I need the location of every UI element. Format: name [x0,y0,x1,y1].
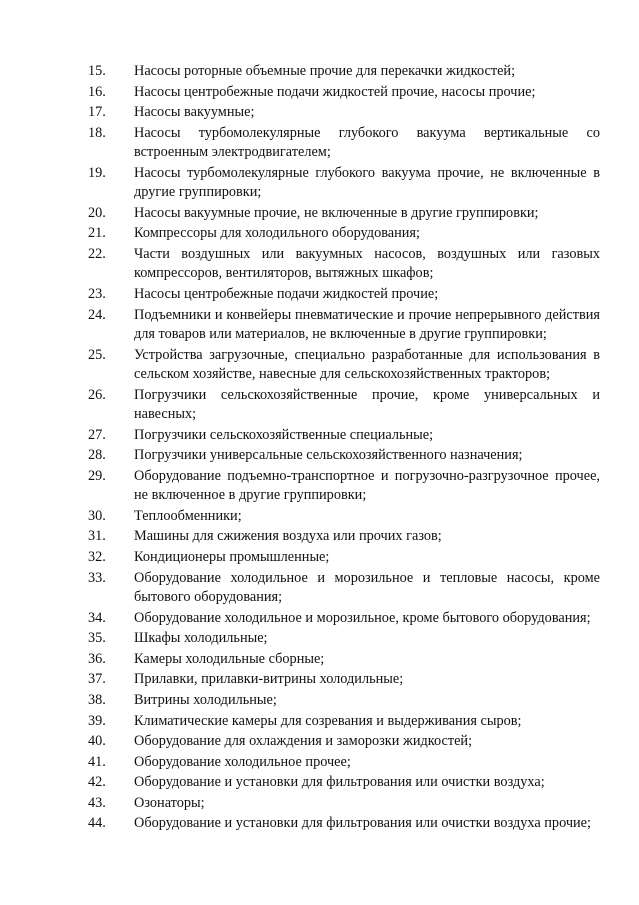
item-number: 19. [88,164,106,181]
item-number: 18. [88,124,106,141]
item-text: Кондиционеры промышленные; [134,548,330,565]
list-item [88,346,600,385]
item-text: Погрузчики сельскохозяйственные специальные; [134,426,434,443]
item-number: 26. [88,386,106,403]
item-number: 39. [88,712,106,729]
item-number: 24. [88,306,106,323]
item-number: 34. [88,609,106,626]
list-item [88,245,600,284]
item-text: Прилавки, прилавки-витрины холодильные; [134,671,404,688]
list-item [88,814,600,833]
item-text: Оборудование и установки для фильтрования или очистки воздуха прочие; [134,815,592,832]
item-number: 40. [88,733,106,750]
list-item [88,285,600,304]
list-item [88,204,600,223]
item-text: Шкафы холодильные; [134,630,268,647]
item-number: 38. [88,691,106,708]
list-item [88,83,600,102]
item-text: Оборудование и установки для фильтрования или очистки воздуха; [134,774,545,791]
item-text: Насосы центробежные подачи жидкостей прочие; [134,285,439,302]
item-number: 31. [88,528,106,545]
item-text: Устройства загрузочные, специально разработанные для использования в сельском хозяйстве, навесные для сельскохозяйственных тракторов; [134,346,600,382]
item-text: Оборудование холодильное и морозильное, кроме бытового оборудования; [134,609,591,626]
list-item [88,629,600,648]
item-text: Машины для сжижения воздуха или прочих газов; [134,528,442,545]
item-text: Камеры холодильные сборные; [134,650,325,667]
item-text: Подъемники и конвейеры пневматические и прочие непрерывного действия для товаров или материалов, не включенные в другие группировки; [134,306,600,342]
list-item [88,124,600,163]
item-number: 29. [88,467,106,484]
list-item [88,164,600,203]
item-text: Оборудование для охлаждения и заморозки жидкостей; [134,733,473,750]
list-item [88,691,600,710]
item-number: 17. [88,104,106,121]
item-text: Оборудование холодильное прочее; [134,753,351,770]
item-number: 37. [88,671,106,688]
item-number: 32. [88,548,106,565]
list-item [88,670,600,689]
item-number: 41. [88,753,106,770]
item-text: Насосы турбомолекулярные глубокого вакуума вертикальные со встроенным электродвигателем; [134,124,600,161]
item-text: Насосы турбомолекулярные глубокого вакуума прочие, не включенные в другие группировки; [134,164,600,201]
item-text: Насосы вакуумные; [134,104,255,121]
list-item [88,446,600,465]
list-item [88,224,600,243]
list-item [88,773,600,792]
list-item [88,569,600,608]
list-item [88,609,600,628]
item-number: 16. [88,83,106,100]
list-item [88,712,600,731]
item-text: Озонаторы; [134,794,205,811]
list-item [88,794,600,813]
item-number: 44. [88,815,106,832]
item-text: Климатические камеры для созревания и выдерживания сыров; [134,712,522,729]
item-text: Части воздушных или вакуумных насосов, воздушных или газовых компрессоров, вентиляторов, вытяжных шкафов; [134,245,600,282]
list-item [88,548,600,567]
list-item [88,753,600,772]
list-item [88,386,600,425]
item-number: 33. [88,569,106,586]
list-item [88,650,600,669]
item-number: 23. [88,285,106,302]
item-text: Погрузчики универсальные сельскохозяйственного назначения; [134,447,523,464]
item-number: 35. [88,630,106,647]
item-text: Насосы роторные объемные прочие для перекачки жидкостей; [134,63,516,79]
item-number: 25. [88,346,106,363]
item-number: 15. [88,63,106,79]
item-text: Компрессоры для холодильного оборудования; [134,225,420,242]
list-item [88,732,600,751]
list-item [88,527,600,546]
list-item [88,426,600,445]
item-number: 42. [88,774,106,791]
item-number: 22. [88,245,106,262]
item-text: Погрузчики сельскохозяйственные прочие, кроме универсальных и навесных; [134,386,600,422]
item-text: Оборудование подъемно-транспортное и погрузочно-разгрузочное прочее, не включенное в другие группировки; [134,467,600,504]
item-text: Теплообменники; [134,507,242,524]
item-text: Витрины холодильные; [134,691,277,708]
item-number: 20. [88,204,106,221]
item-number: 43. [88,794,106,811]
item-number: 28. [88,447,106,464]
item-number: 27. [88,426,106,443]
item-text: Оборудование холодильное и морозильное и тепловые насосы, кроме бытового оборудования; [134,569,600,605]
item-number: 36. [88,650,106,667]
list-item [88,507,600,526]
item-text: Насосы вакуумные прочие, не включенные в другие группировки; [134,204,539,221]
item-number: 30. [88,507,106,524]
numbered-list [88,62,600,835]
item-number: 21. [88,225,106,242]
list-item [88,103,600,122]
list-item [88,306,600,345]
list-item [88,62,600,81]
list-item [88,467,600,506]
item-text: Насосы центробежные подачи жидкостей прочие, насосы прочие; [134,83,536,100]
